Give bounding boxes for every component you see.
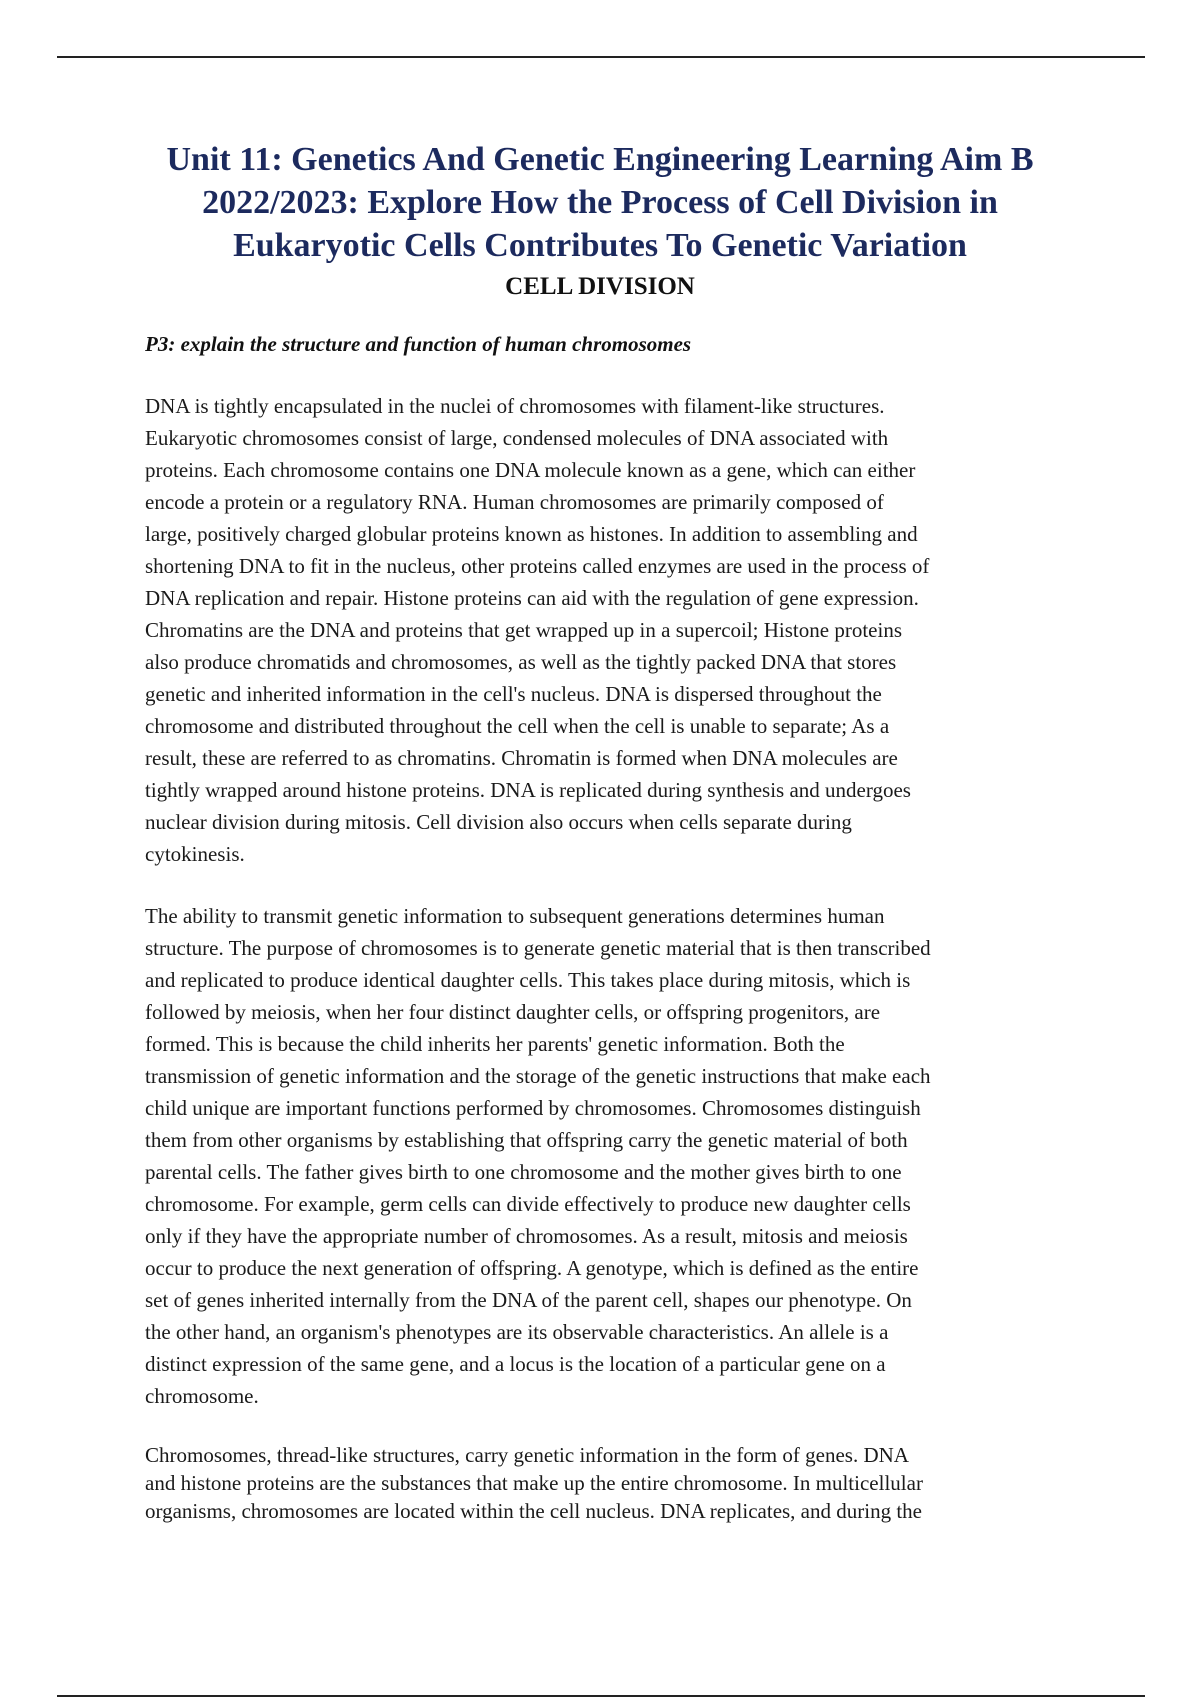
title-line: 2022/2023: Explore How the Process of Cell Division in: [202, 184, 998, 221]
paragraph-line: chromosome. For example, germ cells can divide effectively to produce new daughter cells: [145, 1192, 911, 1216]
document-title: [100, 138, 1100, 267]
paragraph-line: DNA replication and repair. Histone proteins can aid with the regulation of gene expression.: [145, 586, 919, 610]
paragraph-line: also produce chromatids and chromosomes, as well as the tightly packed DNA that stores: [145, 650, 897, 674]
paragraph-line: distinct expression of the same gene, and a locus is the location of a particular gene on a: [145, 1352, 886, 1376]
paragraph-1: [145, 390, 1105, 870]
paragraph-line: Eukaryotic chromosomes consist of large, condensed molecules of DNA associated with: [145, 426, 889, 450]
paragraph-line: occur to produce the next generation of offspring. A genotype, which is defined as the entire: [145, 1256, 919, 1280]
paragraph-line: set of genes inherited internally from the DNA of the parent cell, shapes our phenotype. On: [145, 1288, 912, 1312]
paragraph-line: and histone proteins are the substances that make up the entire chromosome. In multicellular: [145, 1471, 923, 1495]
paragraph-line: chromosome and distributed throughout the cell when the cell is unable to separate; As a: [145, 714, 890, 738]
paragraph-3: [145, 1441, 1105, 1525]
paragraph-line: only if they have the appropriate number of chromosomes. As a result, mitosis and meiosis: [145, 1224, 908, 1248]
paragraph-line: transmission of genetic information and the storage of the genetic instructions that make each: [145, 1064, 931, 1088]
paragraph-line: chromosome.: [145, 1384, 259, 1408]
paragraph-line: The ability to transmit genetic information to subsequent generations determines human: [145, 904, 885, 928]
document-subtitle: CELL DIVISION: [505, 273, 695, 300]
paragraph-line: result, these are referred to as chromatins. Chromatin is formed when DNA molecules are: [145, 746, 898, 770]
title-line: Unit 11: Genetics And Genetic Engineering Learning Aim B: [166, 141, 1034, 178]
paragraph-line: proteins. Each chromosome contains one DNA molecule known as a gene, which can either: [145, 458, 916, 482]
paragraph-2: [145, 900, 1105, 1412]
paragraph-line: encode a protein or a regulatory RNA. Human chromosomes are primarily composed of: [145, 490, 884, 514]
paragraph-line: genetic and inherited information in the cell's nucleus. DNA is dispersed throughout the: [145, 682, 882, 706]
paragraph-line: DNA is tightly encapsulated in the nuclei of chromosomes with filament-like structures.: [145, 394, 885, 418]
paragraph-line: tightly wrapped around histone proteins. DNA is replicated during synthesis and undergoes: [145, 778, 911, 802]
title-line: Eukaryotic Cells Contributes To Genetic Variation: [233, 227, 967, 264]
paragraph-line: the other hand, an organism's phenotypes are its observable characteristics. An allele is a: [145, 1320, 889, 1344]
paragraph-line: organisms, chromosomes are located within the cell nucleus. DNA replicates, and during the: [145, 1499, 922, 1523]
paragraph-line: and replicated to produce identical daughter cells. This takes place during mitosis, which is: [145, 968, 911, 992]
paragraph-line: Chromatins are the DNA and proteins that get wrapped up in a supercoil; Histone proteins: [145, 618, 902, 642]
paragraph-line: structure. The purpose of chromosomes is to generate genetic material that is then transcribed: [145, 936, 931, 960]
paragraph-line: parental cells. The father gives birth to one chromosome and the mother gives birth to one: [145, 1160, 902, 1184]
paragraph-line: large, positively charged globular proteins known as histones. In addition to assembling and: [145, 522, 918, 546]
paragraph-line: child unique are important functions performed by chromosomes. Chromosomes distinguish: [145, 1096, 921, 1120]
paragraph-line: followed by meiosis, when her four distinct daughter cells, or offspring progenitors, are: [145, 1000, 881, 1024]
paragraph-line: them from other organisms by establishing that offspring carry the genetic material of both: [145, 1128, 908, 1152]
top-divider: [57, 56, 1145, 58]
paragraph-line: shortening DNA to fit in the nucleus, other proteins called enzymes are used in the process of: [145, 554, 930, 578]
paragraph-line: cytokinesis.: [145, 842, 245, 866]
paragraph-line: nuclear division during mitosis. Cell division also occurs when cells separate during: [145, 810, 852, 834]
bottom-divider: [57, 1695, 1145, 1697]
paragraph-line: formed. This is because the child inherits her parents' genetic information. Both the: [145, 1032, 845, 1056]
section-heading: P3: explain the structure and function of human chromosomes: [145, 332, 692, 356]
paragraph-line: Chromosomes, thread-like structures, carry genetic information in the form of genes. DNA: [145, 1443, 909, 1467]
